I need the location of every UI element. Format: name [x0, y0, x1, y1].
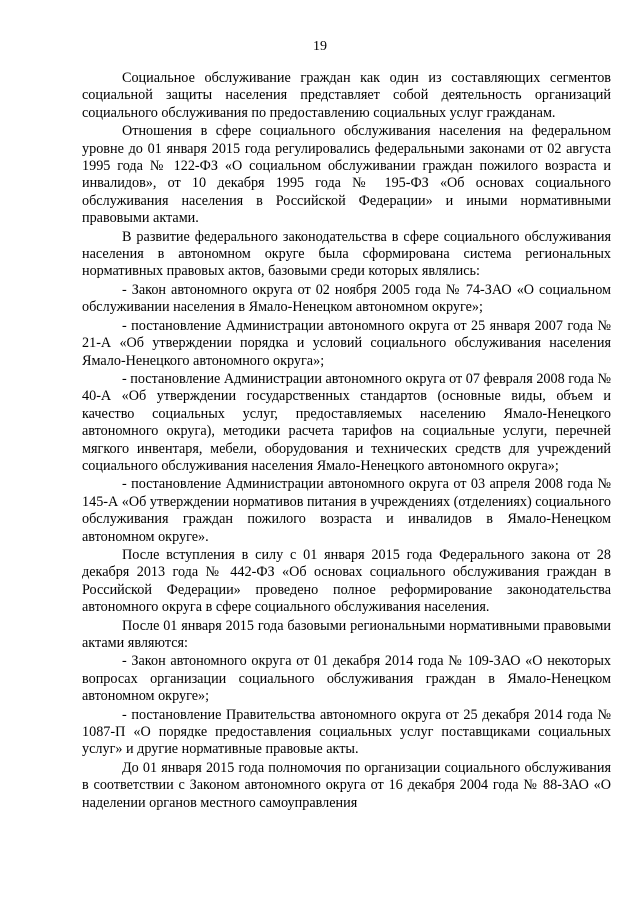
- paragraph: Социальное обслуживание граждан как один из составляющих сегментов социальной защиты населения представляет собой деятельность организаций социального обслуживания по предоставлению социальных услуг гражданам.: [82, 70, 611, 121]
- page-number: 19: [313, 39, 327, 54]
- list-item: - постановление Администрации автономного округа от 07 февраля 2008 года № 40-А «Об утверждении государственных стандартов (основные виды, объем и качество социальных услуг, предоставляемых населению Ямало-Ненецкого автономного округа), методики расчета тарифов на социальные услуги, перечней мягкого инвентаря, мебели, оборудования и технических средств для учреждений социального обслуживания населения Ямало-Ненецкого автономного округа»;: [82, 370, 611, 474]
- list-item: - Закон автономного округа от 02 ноября 2005 года № 74-ЗАО «О социальном обслуживании населения в Ямало-Ненецком автономном округе»;: [82, 281, 611, 316]
- paragraph: До 01 января 2015 года полномочия по организации социального обслуживания в соответствии с Законом автономного округа от 16 декабря 2004 года № 88-ЗАО «О наделении органов местного самоуправления: [82, 759, 611, 811]
- list-item: - постановление Администрации автономного округа от 25 января 2007 года № 21-А «Об утверждении порядка и условий социального обслуживания населения Ямало-Ненецкого автономного округа»;: [82, 317, 611, 369]
- paragraph: После вступления в силу с 01 января 2015 года Федерального закона от 28 декабря 2013 года № 442-ФЗ «Об основах социального обслуживания граждан в Российской Федерации» проведено полное реформирование законодательства автономного округа в сфере социального обслуживания населения.: [82, 546, 611, 616]
- document-body: [82, 70, 611, 812]
- paragraph: В развитие федерального законодательства в сфере социального обслуживания населения в автономном округе была сформирована система региональных нормативных правовых актов, базовыми среди которых являлись:: [82, 228, 611, 280]
- list-item: - Закон автономного округа от 01 декабря 2014 года № 109-ЗАО «О некоторых вопросах организации социального обслуживания граждан в Ямало-Ненецком автономном округе»;: [82, 653, 611, 705]
- list-item: - постановление Правительства автономного округа от 25 декабря 2014 года № 1087-П «О порядке предоставления социальных услуг поставщиками социальных услуг» и другие нормативные правовые акты.: [82, 706, 611, 758]
- paragraph: После 01 января 2015 года базовыми региональными нормативными правовыми актами являются:: [82, 617, 611, 651]
- list-item: - постановление Администрации автономного округа от 03 апреля 2008 года № 145-А «Об утверждении нормативов питания в учреждениях (отделениях) социального обслуживания граждан пожилого возраста и инвалидов в Ямало-Ненецком автономном округе».: [82, 476, 612, 545]
- paragraph: Отношения в сфере социального обслуживания населения на федеральном уровне до 01 января 2015 года регулировались федеральными законами от 02 августа 1995 года № 122-ФЗ «О социальном обслуживании граждан пожилого возраста и инвалидов», от 10 декабря 1995 года № 195-ФЗ «Об основах социального обслуживания населения в Российской Федерации» и иными нормативными правовыми актами.: [82, 123, 611, 227]
